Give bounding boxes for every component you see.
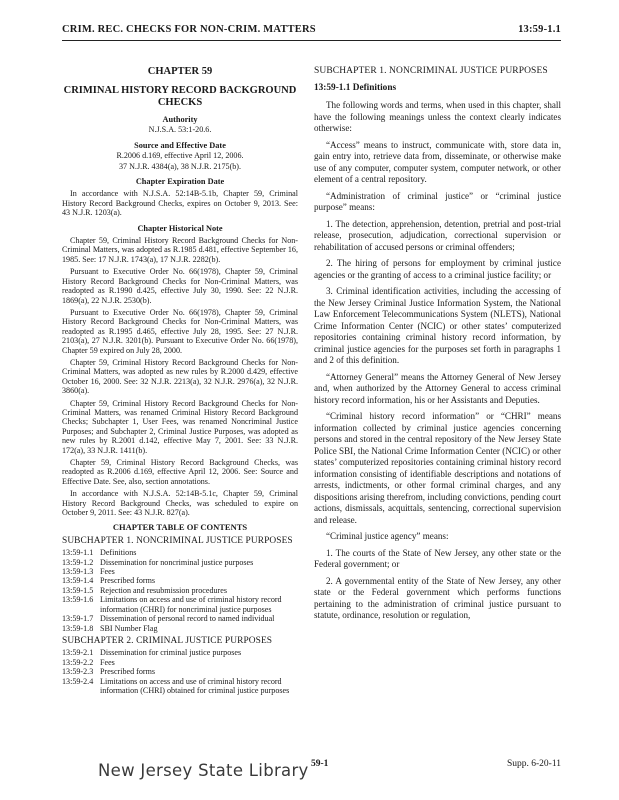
- definition-paragraph: 1. The courts of the State of New Jersey, any other state or the Federal government; or: [314, 547, 561, 569]
- page-number: 59-1: [311, 759, 329, 769]
- history-note: Pursuant to Executive Order No. 66(1978), Chapter 59, Criminal History Record Background Checks for Non-Criminal Matters, was readopted as R.1990 d.425, effective July 30, 1990. See: 22 N.J.R. 1869(a), 22 N.J.R. 2530(b).: [62, 267, 298, 305]
- toc-entry: [62, 658, 298, 667]
- toc-entry-number: 13:59-1.5: [62, 585, 94, 595]
- toc-entry: [62, 648, 298, 657]
- toc-entry-number: 13:59-1.4: [62, 576, 94, 586]
- definition-paragraph: “Criminal justice agency” means:: [326, 531, 449, 541]
- toc-entry-title: Rejection and resubmission procedures: [100, 585, 227, 595]
- toc-subchapter-1-list: [62, 548, 298, 633]
- toc-entry-title: SBI Number Flag: [100, 623, 158, 633]
- history-note: Chapter 59, Criminal History Record Background Checks, was readopted as R.2006 d.169, effective April 12, 2006. See: Source and Effective Date. See, also, section annotations.: [62, 458, 298, 486]
- toc-entry-number: 13:59-1.3: [62, 567, 94, 577]
- source-heading: Source and Effective Date: [134, 140, 226, 150]
- toc-entry-number: 13:59-2.2: [62, 657, 94, 667]
- chapter-title: CRIMINAL HISTORY RECORD BACKGROUND CHECKS: [63, 85, 297, 108]
- definition-paragraph: “Attorney General” means the Attorney General of New Jersey and, when authorized by the Attorney General to access criminal history record information, his or her Assistants and Deputies.: [314, 371, 561, 405]
- toc-entry-title: Prescribed forms: [100, 667, 156, 677]
- supplement-date: Supp. 6-20-11: [506, 759, 561, 769]
- toc-entry-title: Fees: [100, 567, 115, 577]
- expiration-heading: Chapter Expiration Date: [135, 177, 225, 187]
- definition-paragraph: 3. Criminal identification activities, including the accessing of the New Jersey Criminal Justice Information System, the National Law Enforcement Telecommunications System (NLETS), National Crime Information Center (NCIC) or other states’ computerized repositories containing criminal history record information, by criminal justice agencies for the purposes set forth in paragraphs 1 and 2 of this definition.: [314, 286, 561, 365]
- toc-entry-number: 13:59-1.6: [62, 595, 94, 605]
- history-note: In accordance with N.J.S.A. 52:14B-5.1c, Chapter 59, Criminal History Record Background Checks, was scheduled to expire on October 9, 2011. See: 43 N.J.R. 827(a).: [62, 489, 298, 518]
- definition-paragraph: “Criminal history record information” or “CHRI” means information collected by criminal justice agencies concerning persons and stored in the central repository of the New Jersey State Police SBI, the National Crime Information Center (NCIC) or other states’ computerized repositories containing criminal history record information consisting of identifiable descriptions and notations of arrests, indictments, or other formal criminal charges, and any dispositions arising therefrom, including convictions, pending court actions, dismissals, acquittals, sentencing, correctional supervision and release.: [314, 411, 561, 525]
- toc-entry: [62, 558, 298, 567]
- definition-paragraph: “Access” means to instruct, communicate with, store data in, gain entry into, retrieve data from, disseminate, or otherwise make use of any computer, computer system, computer network, or other element of a central repository.: [314, 139, 561, 184]
- toc-entry: [62, 595, 298, 614]
- toc-entry: [62, 624, 298, 633]
- toc-entry-title: Dissemination for noncriminal justice purposes: [100, 557, 254, 567]
- header-title: CRIM. REC. CHECKS FOR NON-CRIM. MATTERS: [62, 24, 316, 35]
- toc-entry: [62, 586, 298, 595]
- history-note: Chapter 59, Criminal History Record Background Checks for Non-Criminal Matters, was adopted as new rules by R.2000 d.429, effective October 16, 2000. See: 32 N.J.R. 2213(a), 32 N.J.R. 2976(a), 32 N.J.R. 3860(a).: [62, 357, 298, 396]
- toc-entry-number: 13:59-2.4: [62, 676, 94, 686]
- toc-entry-title: Definitions: [100, 548, 137, 558]
- toc-entry: [62, 677, 298, 696]
- toc-entry: [62, 614, 298, 623]
- toc-entry-title: Prescribed forms: [100, 576, 156, 586]
- toc-entry: [62, 567, 298, 576]
- library-watermark-logo: New Jersey State Library: [98, 761, 309, 780]
- page-footer: [62, 757, 561, 781]
- toc-entry-title: Limitations on access and use of criminal history record information (CHRI) for noncriminal justice purposes: [100, 595, 282, 614]
- source-line: R.2006 d.169, effective April 12, 2006.: [116, 151, 244, 161]
- expiration-text: In accordance with N.J.S.A. 52:14B-5.1b, Chapter 59, Criminal History Record Background Checks, expires on October 9, 2013. See: 43 N.J.R. 1203(a).: [62, 189, 298, 218]
- chapter-number: CHAPTER 59: [147, 66, 213, 77]
- authority-text: N.J.S.A. 53:1-20.6.: [148, 125, 212, 135]
- toc-heading: CHAPTER TABLE OF CONTENTS: [112, 522, 248, 533]
- header-rule: [62, 40, 561, 41]
- definition-paragraph: The following words and terms, when used in this chapter, shall have the following meanings unless the context clearly indicates otherwise:: [314, 100, 561, 133]
- right-column: [314, 66, 561, 627]
- toc-entry: [62, 667, 298, 676]
- definition-paragraph: 1. The detection, apprehension, detention, pretrial and post-trial release, prosecution, adjudication, correctional supervision or rehabilitation of accused persons or criminal offenders;: [314, 218, 561, 252]
- running-header: [62, 24, 561, 40]
- definition-paragraph: 2. The hiring of persons for employment by criminal justice agencies or the granting of access to a criminal justice facility; or: [314, 258, 561, 280]
- toc-entry-title: Dissemination for criminal justice purposes: [100, 648, 242, 658]
- toc-subchapter-2-list: [62, 648, 298, 695]
- left-column: [62, 66, 298, 695]
- definition-paragraph: “Administration of criminal justice” or “criminal justice purpose” means:: [314, 190, 561, 212]
- section-heading: 13:59-1.1 Definitions: [314, 82, 397, 93]
- definition-paragraph: 2. A governmental entity of the State of New Jersey, any other state or the Federal government which performs functions pertaining to the administration of criminal justice pursuant to statute, ordinance, resolution or regulation,: [314, 575, 561, 620]
- toc-entry-number: 13:59-2.1: [62, 648, 94, 658]
- toc-subchapter-2-heading: SUBCHAPTER 2. CRIMINAL JUSTICE PURPOSES: [62, 635, 273, 646]
- source-line: 37 N.J.R. 4384(a), 38 N.J.R. 2175(b).: [118, 161, 242, 171]
- history-heading: Chapter Historical Note: [137, 223, 223, 233]
- history-note: Chapter 59, Criminal History Record Background Checks for Non-Criminal Matters, was adopted as R.1985 d.481, effective September 16, 1985. See: 17 N.J.R. 1743(a), 17 N.J.R. 2282(b).: [62, 236, 298, 264]
- subchapter-heading: SUBCHAPTER 1. NONCRIMINAL JUSTICE PURPOSES: [314, 66, 548, 76]
- toc-entry-number: 13:59-1.8: [62, 623, 94, 633]
- toc-entry-number: 13:59-1.2: [62, 557, 94, 567]
- toc-entry: [62, 576, 298, 585]
- history-note: Pursuant to Executive Order No. 66(1978), Chapter 59, Criminal History Record Background Checks for Non-Criminal Matters, was readopted as R.1995 d.465, effective July 28, 1995. See: 27 N.J.R. 2103(a), 27 N.J.R. 3201(b). Pursuant to Executive Order No. 66(1978), Chapter 59 expired on July 28, 2000.: [62, 307, 298, 355]
- toc-entry-title: Dissemination of personal record to named individual: [100, 614, 275, 624]
- toc-entry-number: 13:59-1.1: [62, 548, 94, 558]
- authority-heading: Authority: [162, 115, 198, 124]
- toc-entry-number: 13:59-2.3: [62, 667, 94, 677]
- toc-entry-title: Fees: [100, 657, 115, 667]
- toc-entry-title: Limitations on access and use of criminal history record information (CHRI) obtained for criminal justice purposes: [100, 676, 290, 695]
- header-section-number: 13:59-1.1: [518, 24, 561, 35]
- history-note: Chapter 59, Criminal History Record Background Checks for Non-Criminal Matters, was renamed Criminal History Record Background Checks; Subchapter 1, User Fees, was renamed Noncriminal Justice Purposes; and Subchapter 2, Criminal Justice Purposes, was adopted as new rules by R.2001 d.142, effective May 7, 2001. See: 33 N.J.R. 172(a), 33 N.J.R. 1411(b).: [62, 398, 298, 455]
- toc-subchapter-1-heading: SUBCHAPTER 1. NONCRIMINAL JUSTICE PURPOSES: [62, 535, 293, 546]
- toc-entry: [62, 548, 298, 557]
- toc-entry-number: 13:59-1.7: [62, 614, 94, 624]
